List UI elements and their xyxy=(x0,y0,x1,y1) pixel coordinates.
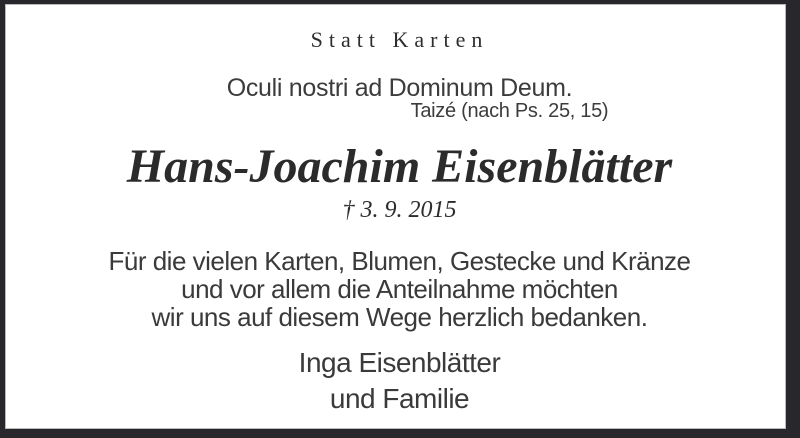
death-date: † 3. 9. 2015 xyxy=(342,197,457,223)
quote-text: Oculi nostri ad Dominum Deum. xyxy=(226,74,573,102)
signature-block xyxy=(14,345,785,417)
thanks-paragraph xyxy=(14,247,785,331)
signature-line: Inga Eisenblätter xyxy=(298,347,501,378)
header-statt-karten: Statt Karten xyxy=(310,27,489,52)
quote-attribution: Taizé (nach Ps. 25, 15) xyxy=(410,100,609,122)
thanks-line: und vor allem die Anteilnahme möchten xyxy=(181,274,618,304)
obituary-card xyxy=(5,4,786,429)
quote-block xyxy=(226,74,609,122)
deceased-name: Hans-Joachim Eisenblätter xyxy=(126,140,673,193)
signature-line: und Familie xyxy=(329,383,470,414)
thanks-line: wir uns auf diesem Wege herzlich bedanken. xyxy=(151,302,648,332)
thanks-line: Für die vielen Karten, Blumen, Gestecke und Kränze xyxy=(108,246,691,276)
